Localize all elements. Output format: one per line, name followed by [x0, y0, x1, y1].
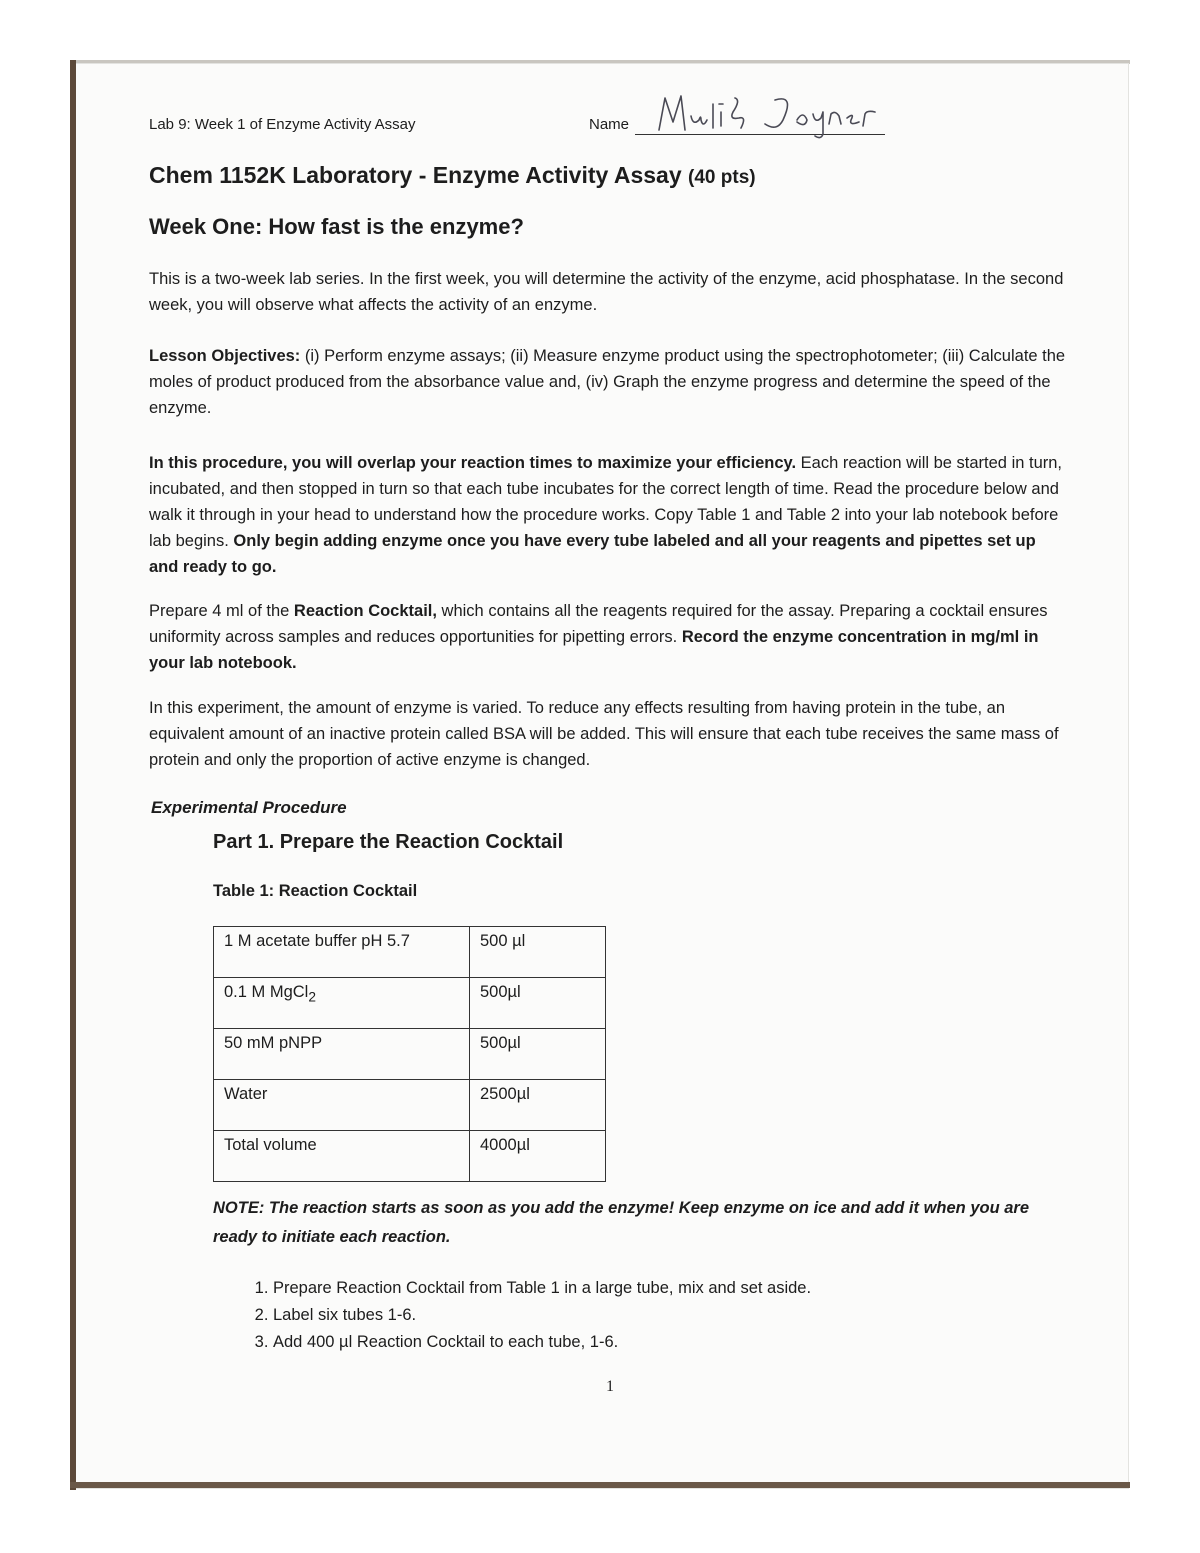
objectives-text: (i) Perform enzyme assays; (ii) Measure enzyme product using the spectrophotometer; (iii) Calculate the moles of product produced from the absorbance value and, (iv) Graph the enzyme progress and determine the speed of the enzyme.	[149, 347, 1066, 417]
table-cell-volume: 2500µl	[470, 1080, 606, 1131]
table-row	[214, 1131, 606, 1182]
table-cell-reagent: 50 mM pNPP	[214, 1029, 470, 1080]
procedure-intro-bold-start: In this procedure, you will overlap your reaction times to maximize your efficiency.	[149, 454, 797, 472]
enzyme-note: NOTE: The reaction starts as soon as you add the enzyme! Keep enzyme on ice and add it when you are ready to initiate each reaction.	[213, 1199, 1030, 1246]
list-item: 3. Add 400 µl Reaction Cocktail to each tube, 1-6.	[273, 1329, 811, 1356]
part1-heading: Part 1. Prepare the Reaction Cocktail	[213, 831, 564, 853]
list-item: 2. Label six tubes 1-6.	[273, 1302, 811, 1329]
page-number: 1	[606, 1378, 614, 1395]
reagent-subscript: 2	[308, 989, 317, 1005]
table-cell-volume: 500µl	[470, 1029, 606, 1080]
table-cell-reagent: Water	[214, 1080, 470, 1131]
table-row	[214, 1080, 606, 1131]
objectives-paragraph	[149, 343, 1069, 421]
table-cell-reagent: 1 M acetate buffer pH 5.7	[214, 927, 470, 978]
procedure-steps	[241, 1275, 811, 1356]
cocktail-paragraph	[149, 598, 1069, 676]
procedure-intro-paragraph	[149, 450, 1069, 580]
cocktail-para-term: Reaction Cocktail,	[293, 602, 437, 620]
name-label: Name	[589, 116, 630, 133]
table-cell-volume: 4000µl	[470, 1131, 606, 1182]
experimental-procedure-heading: Experimental Procedure	[151, 798, 347, 817]
cocktail-para-bold-end: Record the enzyme concentration in mg/ml in your lab notebook.	[149, 628, 1039, 672]
procedure-intro-bold-end: Only begin adding enzyme once you have every tube labeled and all your reagents and pipettes set up and ready to go.	[149, 532, 1036, 576]
table-row	[214, 1029, 606, 1080]
table-cell-reagent: Total volume	[214, 1131, 470, 1182]
lab-header: Lab 9: Week 1 of Enzyme Activity Assay	[149, 116, 416, 133]
week-heading: Week One: How fast is the enzyme?	[149, 214, 524, 239]
paper-bottom-edge	[70, 1482, 1130, 1488]
reaction-cocktail-table	[213, 926, 606, 1182]
reagent-main: 0.1 M MgCl	[224, 983, 309, 1001]
title-main: Chem 1152K Laboratory - Enzyme Activity Assay	[149, 162, 682, 188]
document-title	[149, 162, 756, 189]
list-item: 1. Prepare Reaction Cocktail from Table 1 in a large tube, mix and set aside.	[273, 1275, 811, 1302]
title-points: (40 pts)	[688, 167, 756, 188]
cocktail-para-start: Prepare 4 ml of the	[149, 602, 294, 620]
table-row	[214, 978, 606, 1029]
table-cell-volume: 500 µl	[470, 927, 606, 978]
cocktail-para-middle: which contains all the reagents required for the assay. Preparing a cocktail ensures uniformity across samples and reduces opportunities for pipetting errors.	[149, 602, 1048, 646]
table-row	[214, 927, 606, 978]
table-cell-volume: 500µl	[470, 978, 606, 1029]
paper-left-edge	[70, 60, 76, 1490]
procedure-intro-middle: Each reaction will be started in turn, incubated, and then stopped in turn so that each tube incubates for the correct length of time. Read the procedure below and walk it through in your head to understand how the procedure works. Copy Table 1 and Table 2 into your lab notebook before lab begins.	[149, 454, 1063, 550]
objectives-label: Lesson Objectives:	[149, 347, 301, 365]
bsa-paragraph: In this experiment, the amount of enzyme is varied. To reduce any effects resulting from having protein in the tube, an equivalent amount of an inactive protein called BSA will be added. This will ensure that each tube receives the same mass of protein and only the proportion of active enzyme is changed.	[149, 699, 1059, 769]
table1-title: Table 1: Reaction Cocktail	[213, 882, 418, 900]
intro-paragraph: This is a two-week lab series. In the first week, you will determine the activity of the enzyme, acid phosphatase. In the second week, you will observe what affects the activity of an enzyme.	[149, 270, 1064, 314]
table-cell-reagent	[214, 978, 470, 1029]
handwritten-name-signature	[655, 90, 885, 140]
